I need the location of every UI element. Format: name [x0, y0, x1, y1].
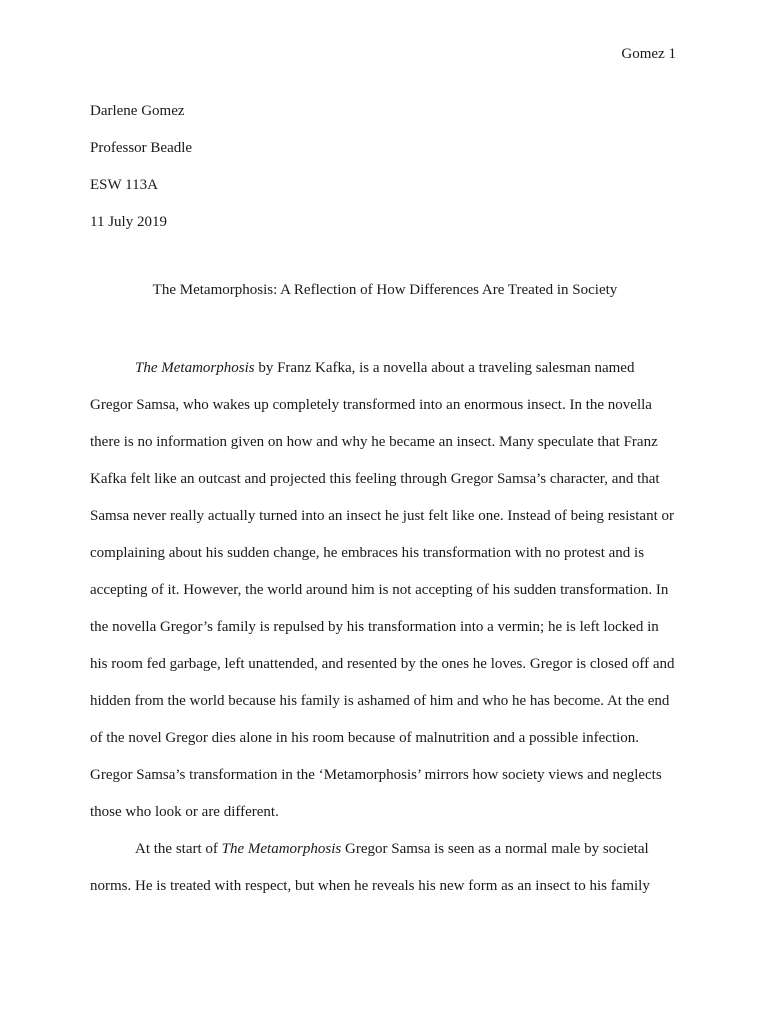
paragraph-line: Samsa never really actually turned into an insect he just felt like one. Instead of being resistant or	[90, 508, 674, 524]
mla-heading	[90, 93, 680, 241]
line-text: Gregor Samsa is seen as a normal male by societal	[341, 841, 649, 857]
line-text: At the start of	[135, 841, 222, 857]
paragraph-line: his room fed garbage, left unattended, and resented by the ones he loves. Gregor is closed off and	[90, 656, 675, 672]
running-header: Gomez 1	[621, 46, 676, 62]
paragraph-line: those who look or are different.	[90, 804, 279, 820]
paragraph-line: Gregor Samsa, who wakes up completely transformed into an enormous insect. In the novella	[90, 397, 652, 413]
student-name: Darlene Gomez	[90, 103, 185, 119]
line-text: by Franz Kafka, is a novella about a traveling salesman named	[254, 360, 635, 376]
paragraph-line	[90, 350, 690, 387]
paragraph-line: accepting of it. However, the world around him is not accepting of his sudden transformation. In	[90, 582, 669, 598]
paragraph-line	[90, 831, 690, 868]
essay-body	[90, 350, 690, 905]
paragraph-line: Kafka felt like an outcast and projected this feeling through Gregor Samsa’s character, and that	[90, 471, 660, 487]
paragraph-line: hidden from the world because his family is ashamed of him and who he has become. At the end	[90, 693, 670, 709]
essay-title: The Metamorphosis: A Reflection of How Differences Are Treated in Society	[152, 282, 618, 298]
professor-name: Professor Beadle	[90, 140, 193, 156]
paragraph-line: the novella Gregor’s family is repulsed by his transformation into a vermin; he is left locked in	[90, 619, 659, 635]
book-title: The Metamorphosis	[135, 360, 255, 376]
paragraph-line: of the novel Gregor dies alone in his room because of malnutrition and a possible infection.	[90, 730, 640, 746]
paragraph-line: there is no information given on how and why he became an insect. Many speculate that Franz	[90, 434, 658, 450]
paragraph-line: complaining about his sudden change, he embraces his transformation with no protest and is	[90, 545, 645, 561]
course-code: ESW 113A	[90, 177, 158, 193]
essay-date: 11 July 2019	[90, 214, 167, 230]
book-title: The Metamorphosis	[221, 841, 342, 857]
paragraph-line: norms. He is treated with respect, but when he reveals his new form as an insect to his family	[90, 878, 650, 894]
paragraph-line: Gregor Samsa’s transformation in the ‘Metamorphosis’ mirrors how society views and neglects	[90, 767, 662, 783]
